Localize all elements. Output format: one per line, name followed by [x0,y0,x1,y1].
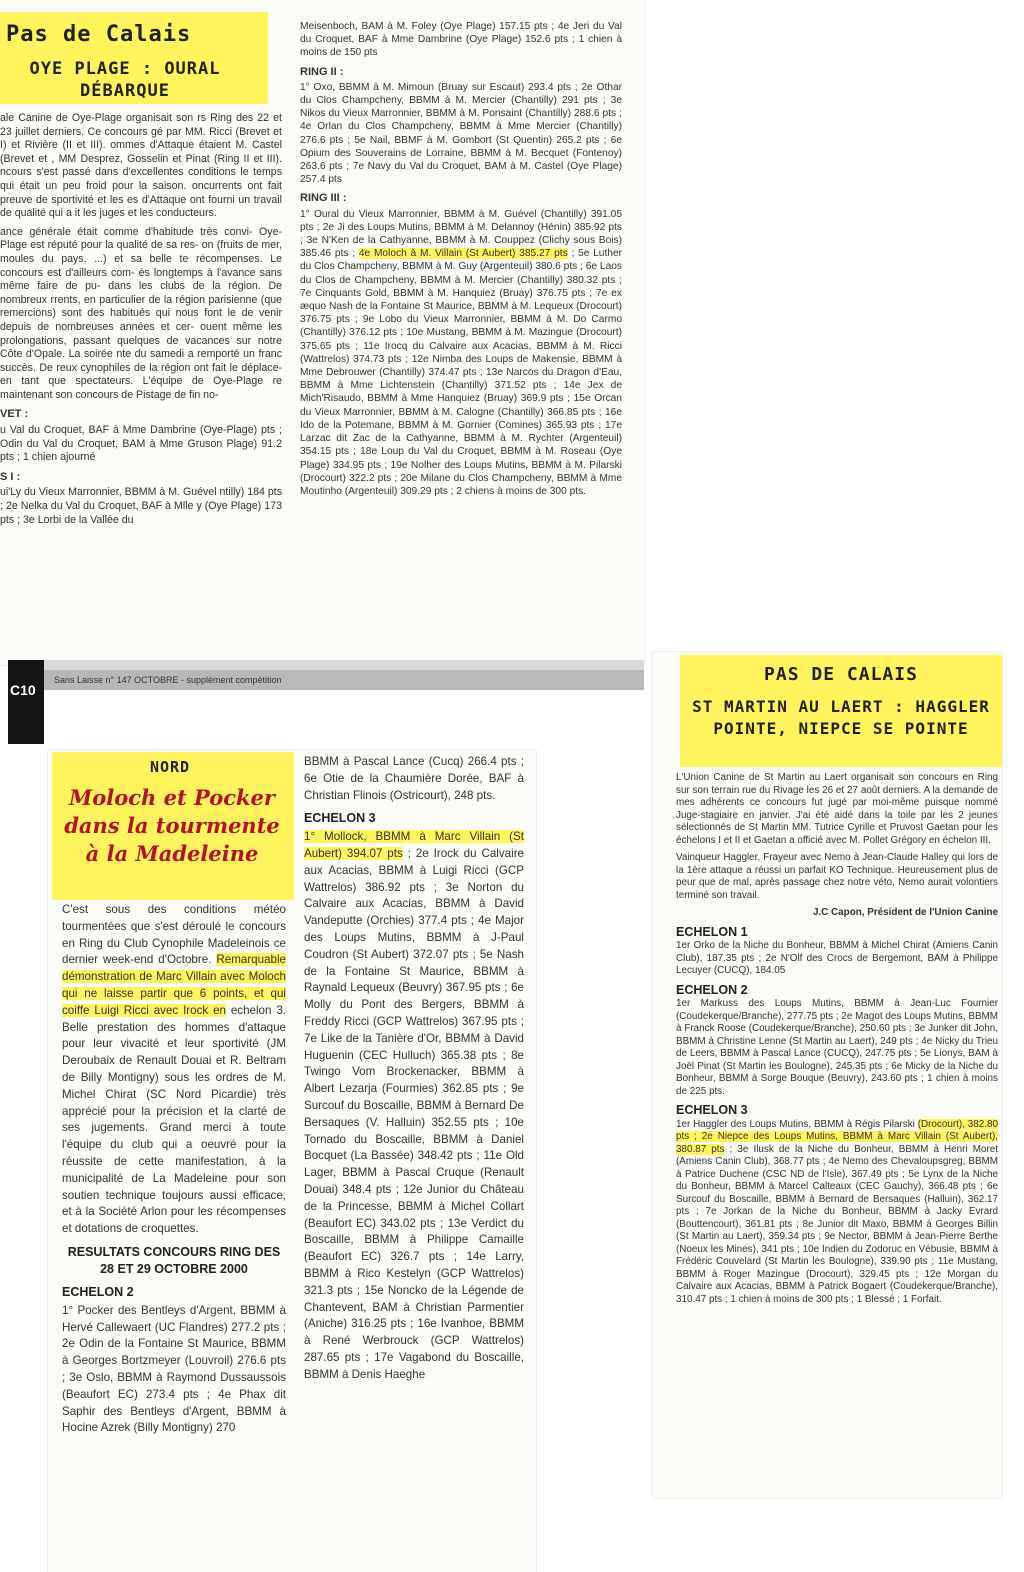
ring1-heading: S I : [0,470,21,483]
nord-echelon3-highlight: 1° Mollock, BBMM à Marc Villain (St Aubert) 394.07 pts [304,830,524,860]
nord-article-col2 [304,754,524,1388]
ring2-results: 1° Oxo, BBMM à M. Mimoun (Bruay sur Escaut) 293.4 pts ; 2e Othar du Clos Champcheny, BBMM à M. Mercier (Chantilly) 291 pts ; 3e Nikos du Vieux Marronnier, BBMM à M. Ponsaint (Chantilly) 288.6 pts ; 4e Orlan du Clos Champcheny, BBMM à Mme Mercier (Chantilly) 276.6 pts ; 5e Nail, BBMF à M. Gombort (St Quentin) 265.2 pts ; 6e Opium des Souverains de Lorraine, BBMM à M. Becquet (Fontenoy) 263.6 pts ; 7e Navy du Val du Croquet, BAM à M. Castel (Oye Plage) 257.4 pts [300,81,622,186]
ring3-results: 1° Oural du Vieux Marronnier, BBMM à M. Guével (Chantilly) 391.05 pts ; 2e Ji des Loups Mutins, BBMM à M. Delannoy (Hénin) 385.92 pts ; 3e N'Ken de la Cathyanne, BBMM à M. Couppez (Clichy sous Bois) 385.46 pts ; 4e Moloch à M. Villain (St Aubert) 385.27 pts ; 5e Luther du Clos Champcheny, BBMM à M. Guy (Argenteuil) 380.6 pts ; 6e Laos du Clos de Champcheny, BBMM à M. Mercier (Chantilly) 380.32 pts ; 7e Cinquants Gold, BBMM à M. Hanquiez (Bruay) 376.75 pts ; 7e ex æquo Nash de la Fontaine St Maurice, BBMM à M. Lequeux (Drocourt) 376.75 pts ; 9e Lobo du Vieux Marronnier, BBMM à M. Do Carmo (Chantilly) 376.12 pts ; 10e Mustang, BBMM à M. Mazingue (Drocourt) 375.65 pts ; 11e Irocq du Calvaire aux Acacias, BBMM à M. Ricci (Wattrelos) 374.73 pts ; 12e Nimba des Loups de Makensie, BBMM à Mme Debrouwer (Chantilly) 374.47 pts ; 13e Narcos du Dragon d'Eau, BBMM à Mme Lichtenstein (Chantilly) 371.52 pts ; 14e Jex de Mich'Risaudo, BBMM à Mme Hanquiez (Bruay) 369.9 pts ; 15e Orcan du Vieux Marronnier, BBMM à M. Calogne (Chantilly) 366.85 pts ; 16e Ido de la Potemane, BBMM à M. Gornier (Comines) 365.93 pts ; 17e Larzac dit Zac de la Cathyanne, BBMM à M. Rychter (Argenteuil) 354.15 pts ; 18e Loup du Val du Croquet, BBMM à M. Roseau (Oye Plage) 334.95 pts ; 19e Nolher des Loups Mutins, BBMM à M. Pilarski (Drocourt) 322.2 pts ; 20e Milane du Clos Champcheny, BBMM à Mme Moutinho (Argenteuil) 309.29 pts ; 2 chiens à moins de 300 pts. [300,208,623,497]
brevet-results: u Val du Croquet, BAF à Mme Dambrine (Oye-Plage) pts ; Odin du Val du Croquet, BAM à Mme Gruson Plage) 91.2 pts ; 1 chien ajourné [0,424,282,464]
right-paragraph-2: Vainqueur Haggler, Frayeur avec Nemo à Jean-Claude Halley qui lors de la 1ère attaque a réussi un parfait KO Technique. Heureusement plus de peur que de mal, après passage chez notre véto, Nemo aurait volontiers terminé son travail. [676,852,998,901]
top-intro: ale Canine de Oye-Plage organisait son rs Ring des 22 et 23 juillet derniers. Ce concours gé par MM. Ricci (Brevet et I) et Rivière (II et III). ommes d'Attaque étaient M. Castel (Brevet et , MM Desprez, Gosselin et Pinat (Ring II et III). ncours s'est passé dans d'excellentes conditions le temps qui était un peu froid pour la saison. oncurrents ont fait preuve de sportivité et les es d'Attaque ont fourni un travail de qualité qui a it les juges et les conducteurs. [0,112,282,220]
page-number: C10 [10,682,36,698]
nord-echelon3-heading: ECHELON 3 [304,811,376,826]
right-echelon3-highlight: (Drocourt), 382.80 pts ; 2e Niepce des Loups Mutins, BBMM à Marc Villain (St Aubert), 380.87 pts [676,1118,998,1155]
nord-intro: C'est sous des conditions météo tourmentées que s'est déroulé le concours en Ring du Club Cynophile Madeleinois ce dernier week-end d'Octobre. Remarquable démonstration de Marc Villain avec Moloch qui ne laisse partir que 6 points, et qui coiffe Luigi Ricci avec Irock en echelon 3. Belle prestation des hommes d'attaque pour leur vivacité et leur sportivité (JM Deroubaix de Renault Douai et R. Beltram de Billy Montigny) sous les ordres de M. Michel Chirat (SC Nord Picardie) très apprécié pour la précision et la clarté de ses jugements. Grand merci à toute l'équipe du club qui a oeuvré pour la réussite de cette manifestation, à la municipalité de La Madeleine pour son soutien technique toujours aussi efficace, et à la Société Arlon pour les récompenses et dotations de croquettes. [62,903,286,1236]
top-paragraph-2: ance générale était comme d'habitude très convi- Oye-Plage est réputé pour la qualité de sa res- on (fruits de mer, moules du pays, ...) et sa belle te récompenses. Le concours est d'ailleurs com- ès longtemps à l'avance sans même faire de pu- dans les clubs de la région. De nombreux rrents, en particulier de la région parisienne (que remercions) sont des habitués qui nous font le de venir depuis de nombreuses années et cer- ouent même les prolongations, passant quelques de vacances sur notre Côte d'Opale. La soirée nte du samedi a remporté un franc succès. De reux cynophiles de la région ont fait le déplace- en tant que spectateurs. L'équipe de Oye-Plage re maintenant son concours de Pistage de fin no- [0,225,282,401]
nord-article-col1 [62,902,286,1442]
right-echelon3-results: 1er Haggler des Loups Mutins, BBMM à Régis Pilarski (Drocourt), 382.80 pts ; 2e Niepce des Loups Mutins, BBMM à Marc Villain (St Aubert), 380.87 pts ; 3e Ilusk de la Niche du Bonheur, BBMM à Henri Moret (Amiens Canin Club), 368.77 pts ; 4e Nemo des Chevaloupsgreg, BBMM à Patrice Duchene (CSC ND de l'Isle), 367.49 pts ; 5e Lynx de la Niche du Bonheur, BBMM à Marcel Calteaux (CEC Gauchy), 366.48 pts ; 6e Surcouf du Boscaille, BBMM à Bernard de Bersaques (Halluin), 362.17 pts ; 7e Jorkan de la Niche du Bonheur, BBMM à Jacky Evrard (Bouttencourt), 361.81 pts ; 8e Junior dit Maxo, BBMM à Georges Billin (St Martin au Laert), 359.34 pts ; 9e Nector, BBMM à Jean-Pierre Berthe (Noeux les Mines), 341 pts ; 10e Indien du Zodoruc en Vébusie, BBMM à Frédéric Couvelard (St Martin les Boulogne), 339.90 pts ; 11e Mustang, BBMM à Roger Mazingue (Drocourt), 329.45 pts ; 12e Morgan du Calvaire aux Acacias, BBMM à Patrick Bogaert (Coudekerque/Branche), 310.47 pts ; 1 chien à moins de 300 pts ; 1 Blessé ; 1 Forfait. [676,1118,998,1305]
right-echelon1-heading: ECHELON 1 [676,924,748,939]
right-headline: ST MARTIN AU LAERT : HAGGLER POINTE, NIEPCE SE POINTE [692,697,990,738]
top-section-title: Pas de Calais [6,22,192,47]
ring1-results-cont: Meisenboch, BAM à M. Foley (Oye Plage) 157.15 pts ; 4e Jeri du Val du Croquet, BAF à Mme Dambrine (Oye Plage) 152.6 pts ; 1 chien à moins de 150 pts [300,21,622,59]
nord-kicker: NORD [149,758,191,776]
right-echelon3-heading: ECHELON 3 [676,1103,748,1117]
right-echelon2-results: 1er Markuss des Loups Mutins, BBMM à Jean-Luc Fournier (Coudekerque/Branche), 277.75 pts ; 2e Magot des Loups Mutins, BBMM à Franck Roose (Coudekerque/Branche), 250.60 pts ; 3e Junker dit John, BBMM à Christine Lenne (St Martin au Laert), 249 pts ; 4e Nicky du Trieu de Leers, BBMM à Pascal Lance (CUCQ), 247.75 pts ; 5e Lionys, BAM à Joël Pinat (St Martin les Boulogne), 245.35 pts ; 6e Micky de la Niche du Bonheur, BBMM à Sorge Bouque (Beuvry), 243.60 pts ; 1 chien à moins de 225 pts. [676,998,998,1097]
nord-echelon3-results: 1° Mollock, BBMM à Marc Villain (St Aubert) 394.07 pts ; 2e Irock du Calvaire aux Acacias, BBMM à Luigi Ricci (GCP Wattrelos) 386.92 pts ; 3e Norton du Calvaire aux Acacias, BBMM à David Vandeputte (Orchies) 377.4 pts ; 4e Major des Loups Mutins, BBMM à J-Paul Coudron (St Aubert) 372.07 pts ; 5e Nash de la Fontaine St Maurice, BBMM à Raynald Lequeux (Beuvry) 367.95 pts ; 6e Molly du Pont des Bergers, BBMM à Freddy Ricci (GCP Wattrelos) 367.95 pts ; 7e Like de la Tanière d'Or, BBMM à David Huguenin (CEC Hulluch) 365.38 pts ; 8e Twingo Vom Brockenacker, BBMM à Albert Lezarja (Fourmies) 362.85 pts ; 9e Surcouf du Boscaille, BBMM à Bernard De Bersaques (V. Halluin) 352.55 pts ; 10e Tornado du Boscaille, BBMM à Daniel Bocquet (La Bassée) 348.42 pts ; 11e Old Lager, BBMM à Pascal Cruque (Renault Douai) 348.4 pts ; 12e Junior du Château de la Princesse, BBMM à Michel Collart (Beaufort EC) 343.02 pts ; 13e Verdict du Boscaille, BBMM à Philippe Camaille (Beaufort EC) 326.7 pts ; 14e Larry, BBMM à Rico Kestelyn (GCP Wattrelos) 321.3 pts ; 15e Noncko de la Légende de Chantevent, BAM à Christian Parmentier (Aniche) 316.25 pts ; 16e Ivanhoe, BBMM à René Werbrouck (GCP Wattrelos) 287.65 pts ; 17e Vagabond du Boscaille, BBMM à Denis Haeghe [304,830,524,1381]
nord-echelon2-results: 1° Pocker des Bentleys d'Argent, BBMM à Hervé Callewaert (UC Flandres) 277.2 pts ; 2e Odin de la Fontaine St Maurice, BBMM à Georges Bortzmeyer (Louvroil) 276.6 pts ; 3e Oslo, BBMM à Raymond Dussaussois (Beaufort EC) 273.4 pts ; 4e Phax dit Saphir des Bentleys d'Argent, BBMM à Hocine Azrek (Billy Montigny) 270 [62,1303,286,1435]
nord-intro-highlight: Remarquable démonstration de Marc Villain avec Moloch qui ne laisse partir que 6 points, et qui coiffe Luigi Ricci avec Irock en [62,953,286,1017]
ring3-highlight: 4e Moloch à M. Villain (St Aubert) 385.27 pts [358,248,568,260]
nord-echelon2-heading: ECHELON 2 [62,1284,134,1299]
ring3-heading: RING III : [300,192,347,205]
nord-headline: Moloch et Pocker dans la tourmente à la Madeleine [64,785,280,866]
footer-text: Sans Laisse n° 147 OCTOBRE - supplément compétition [54,675,282,685]
right-intro: L'Union Canine de St Martin au Laert organisait son concours en Ring sur son terrain rue du Rivage les 26 et 27 août derniers. A la demande de mes adhérents ce concours fut jugé par moi-même puisque nommé Juge-stagiaire en janvier. J'ai été aidé dans la toile par les 2 jeunes sélectionnés de St Martin MM. Tutrice Cyrille et Pruvost Gaetan pour les échelons I et II et Gaetan a officié avec M. Pollet Grégory en échelon III. [676,772,998,846]
brevet-heading: VET : [0,408,29,421]
right-echelon1-results: 1er Orko de la Niche du Bonheur, BBMM à Michel Chirat (Amiens Canin Club), 187.35 pts ; 2e N'Olf des Crocs de Bergemont, BAM à Philippe Lecuyer (CUCQ), 184.05 [676,940,998,976]
top-headline: OYE PLAGE : OURAL DÉBARQUE [29,59,221,101]
page-number-box [8,660,44,744]
right-echelon2-heading: ECHELON 2 [676,982,748,997]
right-signature: J.C Capon, Président de l'Union Canine [812,907,998,918]
nord-results-heading: RESULTATS CONCOURS RING DES 28 ET 29 OCTOBRE 2000 [67,1244,281,1276]
right-article [676,772,998,1311]
ring1-results: ui'Ly du Vieux Marronnier, BBMM à M. Guével ntilly) 184 pts ; 2e Nelka du Val du Croquet, BAF à Mlle y (Oye Plage) 173 pts ; 3e Lorbi de la Vallée du [0,486,282,526]
top-article-col1 [0,112,282,532]
right-section-title: PAS DE CALAIS [764,664,918,685]
top-article-col2 [300,20,622,503]
nord-echelon2-results-cont: BBMM à Pascal Lance (Cucq) 266.4 pts ; 6e Otie de la Chaumière Dorée, BAF à Christian Flinois (Ostricourt), 248 pts. [304,755,524,802]
ring2-heading: RING II : [300,65,344,78]
